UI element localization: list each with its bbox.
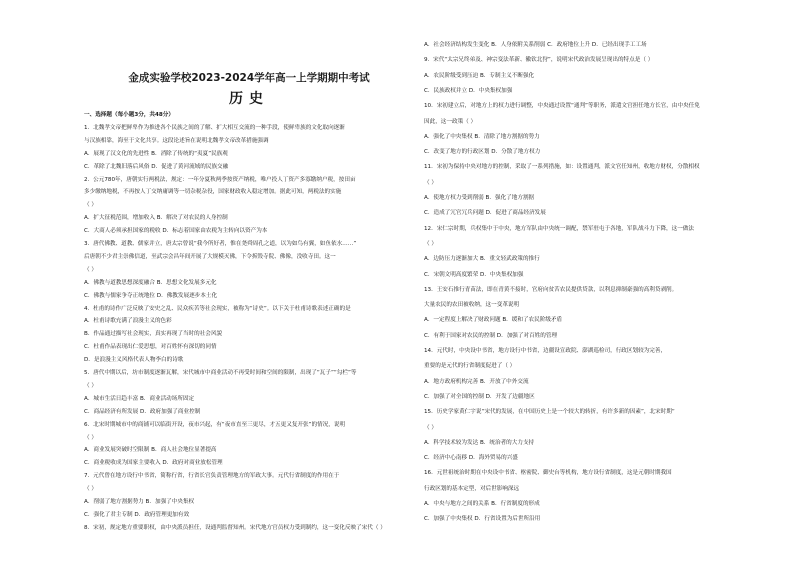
question-line: C．有利于国家对农民的控制 D．加强了对百姓的管理 <box>424 332 558 339</box>
question-line: C．商品经济有所发展 D．政府加强了商业控制 <box>84 408 201 415</box>
question-line: 1．北魏孝文帝把鲜卑作为推进各个民族之间的了解、扩大相互交流的一种手段，使鲜卑族的文化取向逐渐 <box>84 124 345 131</box>
question-line: 行政区划的基本定型，对后世影响深远 <box>424 485 520 492</box>
question-line: A．边防压力逐渐加大 B．重文轻武政策的推行 <box>424 256 540 263</box>
question-line: A．使地方权力受到削弱 B．强化了地方割据 <box>424 195 535 201</box>
question-line: A．地方政府机构完善 B．开放了中外交流 <box>424 378 529 385</box>
question-line: C．加强了中央集权 D．行省设置为后世所沿用 <box>424 516 541 523</box>
question-line: 2．公元780年，唐朝实行两税法，规定：一年分夏秋两季按资产纳税，唯户投人丁资产多寡缴纳户税，按田亩 <box>84 176 356 183</box>
question-line: A．削弱了地方割据势力 B．加强了中央集权 <box>84 499 195 505</box>
left-column <box>84 0 414 562</box>
question-line: A．佛教与道教思想深度融合 B．思想文化发展多元化 <box>84 279 217 286</box>
exam-subject: 历史 <box>229 91 269 107</box>
question-line: A．扩大征税范围，增加收入 B．解决了对农民的人身控制 <box>84 215 228 222</box>
question-line: C．杜甫作品表现出仁爱思想，对百姓怀有深切的同情 <box>84 344 217 351</box>
question-line: A．社会经济结构发生变化 B．人身依附关系削弱 C．政府地位上升 D．已经出现手工工场 <box>424 42 647 48</box>
question-line: C．佛教与儒家争夺正统地位 D．佛教发展逐步本土化 <box>84 292 218 299</box>
question-line: 11．宋初为保持中央对地方的控制，采取了一系列措施，如：设置通判，派文官任知州，收地方财权，分散相权 <box>424 164 700 171</box>
question-line: A．科学技术较为发达 B．统治者的大力支持 <box>424 439 535 446</box>
question-line: A．商业发展突破时空限制 B．商人社会地位显著提高 <box>84 447 217 454</box>
question-line: A．中央与地方之间的关系 B．行省制度的形成 <box>424 501 540 507</box>
question-line: （ ） <box>424 424 437 431</box>
question-line: C．经济中心南移 D．海外贸易的兴盛 <box>424 455 518 462</box>
question-line: A．展现了汉文化的先进性 B．消除了传统的“夷夏”民族观 <box>84 150 228 157</box>
question-line: 13．王安石推行青苗法，即在青黄不接时，官府向贫苦农民提供贷款，以利息抑制豪强的高利贷剥削。 <box>424 286 678 293</box>
question-line: 15．历史学家黄仁宇说“宋代的发展，在中国历史上是一个较大的转折，有许多新的因素”，北宋时期“ <box>424 409 675 416</box>
question-line: 9．宋代“太宗兄终弟及、神宗变法革新、徽钦北狩”，说明宋代政治发展呈现出的特点是（ ） <box>424 57 654 64</box>
question-line: （ ） <box>84 266 97 273</box>
question-line: D．是浪漫主义风格代表人物李白的诗歌 <box>84 357 184 364</box>
question-line: 一、选择题（每小题3分，共48分） <box>84 112 174 118</box>
question-line: 3．唐代佛教、道教、儒家并立，唐太宗曾说“我今所好者，惟在尧舜周孔之道，以为如鸟有翼，如鱼依水……” <box>84 241 357 247</box>
question-line: 后唐朝不少君主崇佛信道，至武宗会昌年间开展了大规模灭佛，下令拆毁寺院、佛像，没收寺田。这一 <box>84 253 336 260</box>
question-line: 10．宋初建立后，对地方上的权力进行调整，中央通过设置“通判”等职务，派遣文官担任地方长官，由中央任免 <box>424 103 700 110</box>
question-line: C．大商人必须承担国家的税收 D．标志着国家由农税为主转向以资产为本 <box>84 228 268 235</box>
question-line: A．农民阶级受到压迫 B．专制主义不断强化 <box>424 72 535 79</box>
question-line: 因此，这一政策（ ） <box>424 118 477 125</box>
question-line: C．强化了君主专制 D．政府管理更加有效 <box>84 511 190 518</box>
question-line: 5．唐代中期以后，坊市制度逐渐瓦解，宋代城市中商业活动不再受时间和空间的限制，出现了“瓦子”“勾栏”等 <box>84 370 357 376</box>
exam-title: 金成实验学校2023-2024学年高一上学期期中考试 <box>128 72 370 84</box>
question-line: A．一定程度上解决了财政问题 B．缓和了农民阶级矛盾 <box>424 317 563 324</box>
question-line: 7．元代曾在地方设行中书省，简称行省，行省长官负责管理地方的军政大事。元代行省制度的作用在于 <box>84 473 340 480</box>
question-line: 重要的是元代的行省制度促进了（ ） <box>424 363 516 370</box>
question-line: B．作品通过描写社会现实，真实再现了当时的社会风貌 <box>84 331 223 338</box>
question-line: C．商业税收成为国家主要收入 D．政府对商业放松管理 <box>84 460 223 467</box>
question-line: C．民族政权并立 D．中央集权加强 <box>424 87 513 94</box>
question-line: A．强化了中央集权 B．清除了地方割据的势力 <box>424 133 540 140</box>
question-line: A．杜甫诗歌充满了浪漫主义的色彩 <box>84 318 172 325</box>
question-line: 16．元世祖统治时期在中央设中书省、枢密院、御史台等机构，地方设行省制度，这是元朝时期我国 <box>424 470 672 477</box>
question-line: （ ） <box>424 179 437 186</box>
question-line: 多少缴纳地税，不再按人丁交纳庸调等一切杂税杂役，国家财政收入稳定增加。据此可知，两税法的实施 <box>84 189 342 196</box>
question-line: 6．北宋时期城市中的商铺可以临街开设，夜市兴起，有“夜市直至三更尽，才五更又复开张”的情况，说明 <box>84 421 346 428</box>
question-line: 14．元代时，中央设中书省，地方设行中书省，边疆设宣政院、澎湖巡检司，行政区划较为完善， <box>424 348 667 354</box>
question-line: 与汉族相靠，海至于文化共享。这段论述旨在说明北魏孝文帝改革措施强调 <box>84 137 269 144</box>
question-line: （ ） <box>84 434 97 441</box>
question-line: （ ） <box>424 240 437 247</box>
question-line: （ ） <box>84 382 97 389</box>
question-line: （ ） <box>84 486 97 493</box>
question-line: C．革除了北魏旧落后风俗 D．促进了黄河流域的民族交融 <box>84 163 229 170</box>
question-line: 4．杜甫的诗作广泛反映了安史之乱、民众疾苦等社会现实，被称为“诗史”。以下关于杜甫诗歌表述正确的是 <box>84 305 351 312</box>
right-column <box>424 0 756 562</box>
question-line: A．城市生活日趋丰富 B．商业活动场所固定 <box>84 395 195 402</box>
question-line: C．宋朝文明高度繁荣 D．中央集权加强 <box>424 271 524 278</box>
question-line: C．改变了地方的行政区划 D．分散了地方权力 <box>424 149 541 156</box>
question-line: C．造成了冗官冗兵问题 D．促进了商品经济发展 <box>424 210 546 217</box>
question-line: （ ） <box>84 202 97 209</box>
question-line: 大量农民的农田被收纳，这一变革说明 <box>424 302 520 309</box>
question-line: C．加强了对全国的控制 D．开发了边疆地区 <box>424 393 535 400</box>
question-line: 8．宋初，规定地方重要职权，由中央派员担任，设通判监督知州。宋代地方官员权力受到制约，这一变化反映了宋代（ ） <box>84 524 386 531</box>
question-line: 12．宋仁宗时期，兵权集中于中央，地方军队由中央统一调配，禁军驻屯于各地，军队战斗力下降，这一做法 <box>424 225 695 232</box>
